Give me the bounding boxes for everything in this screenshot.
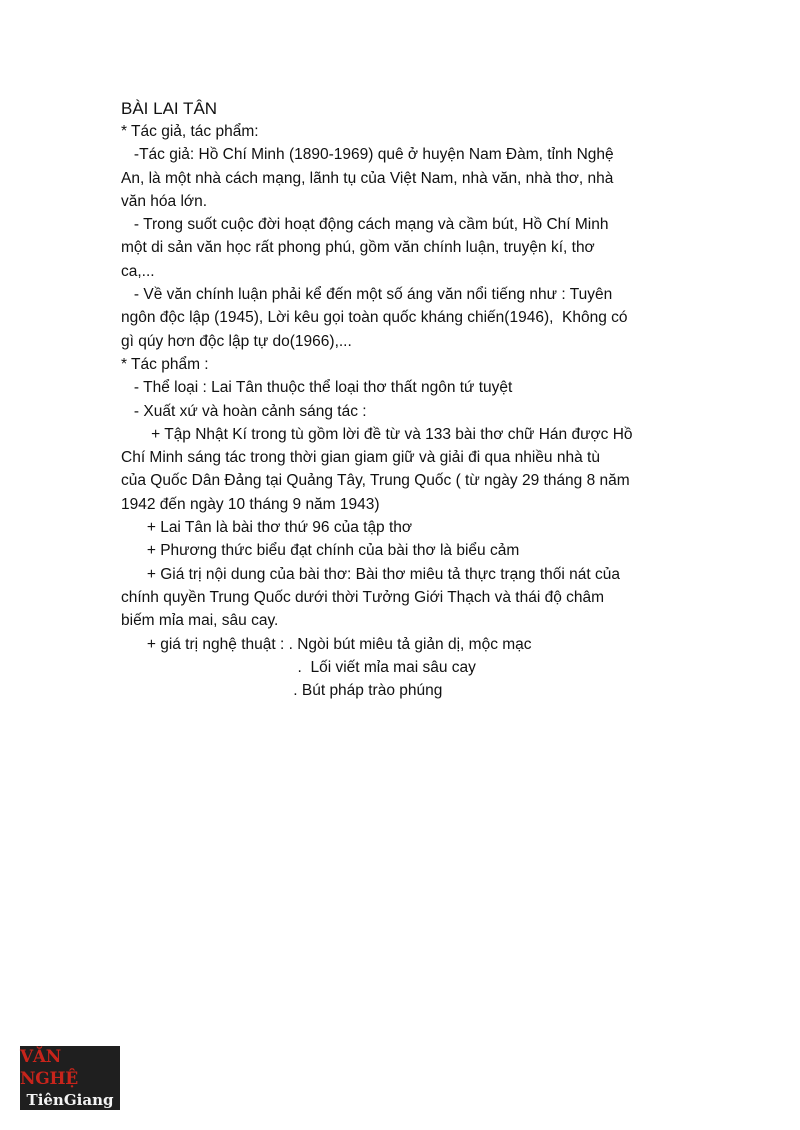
text-line: * Tác phẩm : [121,355,209,373]
text-line: Chí Minh sáng tác trong thời gian giam giữ và giải đi qua nhiều nhà tù [121,449,600,467]
document-body [121,97,701,702]
text-line: biếm mỉa mai, sâu cay. [121,612,279,630]
text-line: + giá trị nghệ thuật : . Ngòi bút miêu tả giản dị, mộc mạc [121,635,532,653]
logo-line-2: TiênGiang [26,1091,114,1109]
text-line: . Bút pháp trào phúng [121,682,443,700]
text-line: + Giá trị nội dung của bài thơ: Bài thơ miêu tả thực trạng thối nát của [121,565,620,583]
document-text [121,120,701,702]
text-line: - Trong suốt cuộc đời hoạt động cách mạng và cầm bút, Hồ Chí Minh [121,216,609,234]
logo-line-1: VĂN NGHỆ [20,1047,78,1089]
text-line: . Lối viết mỉa mai sâu cay [121,658,476,676]
text-line: - Xuất xứ và hoàn cảnh sáng tác : [121,402,367,420]
text-line: + Lai Tân là bài thơ thứ 96 của tập thơ [121,519,413,537]
van-nghe-tien-giang-logo [20,1046,120,1110]
text-line: An, là một nhà cách mạng, lãnh tụ của Việt Nam, nhà văn, nhà thơ, nhà [121,169,614,187]
text-line: + Phương thức biểu đạt chính của bài thơ là biểu cảm [121,542,520,560]
text-line: ca,... [121,262,155,280]
text-line: -Tác giả: Hồ Chí Minh (1890-1969) quê ở huyện Nam Đàm, tỉnh Nghệ [121,146,614,164]
text-line: ngôn độc lập (1945), Lời kêu gọi toàn quốc kháng chiến(1946), Không có [121,309,628,327]
text-line: 1942 đến ngày 10 tháng 9 năm 1943) [121,495,380,513]
text-line: một di sản văn học rất phong phú, gồm văn chính luận, truyện kí, thơ [121,239,595,257]
text-line: - Thể loại : Lai Tân thuộc thể loại thơ thất ngôn tứ tuyệt [121,379,513,397]
document-title: BÀI LAI TÂN [121,99,218,118]
text-line: gì qúy hơn độc lập tự do(1966),... [121,332,352,350]
text-line: của Quốc Dân Đảng tại Quảng Tây, Trung Quốc ( từ ngày 29 tháng 8 năm [121,472,630,490]
text-line: - Về văn chính luận phải kể đến một số áng văn nổi tiếng như : Tuyên [121,286,613,304]
text-line: + Tập Nhật Kí trong tù gồm lời đề từ và 133 bài thơ chữ Hán được Hồ [121,425,633,443]
text-line: chính quyền Trung Quốc dưới thời Tưởng Giới Thạch và thái độ châm [121,588,605,606]
text-line: * Tác giả, tác phẩm: [121,123,259,140]
text-line: văn hóa lớn. [121,192,207,210]
